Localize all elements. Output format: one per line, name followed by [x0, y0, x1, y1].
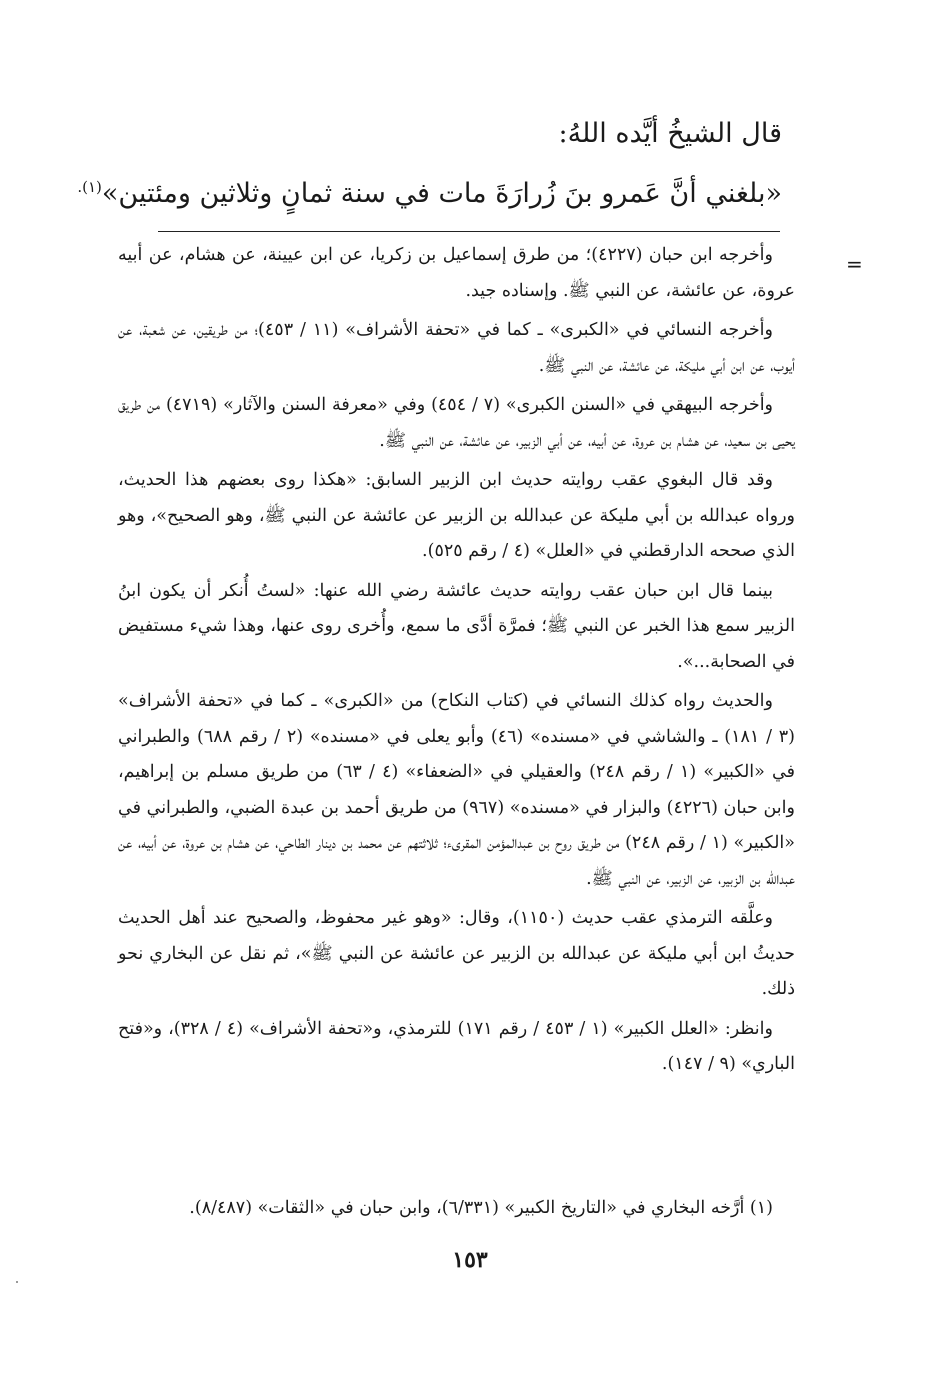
- page-number: ١٥٣: [452, 1247, 488, 1273]
- quote-text: «بلغني أنَّ عَمرو بنَ زُرارَةَ مات في سنة ثمانٍ وثلاثين ومئتين»: [101, 178, 782, 209]
- note-paragraph: وعلَّقه الترمذي عقب حديث (١١٥٠)، وقال: «وهو غير محفوظ، والصحيح عند أهل الحديث حديثُ ابن أبي مليكة عن عبدالله بن الزبير عن عائشة عن النبي ﷺ»، ثم نقل عن البخاري نحو ذلك.: [118, 908, 795, 999]
- separator-line: [158, 231, 780, 232]
- note-paragraph: والحديث رواه كذلك النسائي في (كتاب النكاح) من «الكبرى» ـ كما في «تحفة الأشراف» (٣ / ١٨١) ـ والشاشي في «مسنده» (٤٦) وأبو يعلى في «مسنده» (٢ / رقم ٦٨٨) والطبراني في «الكبير» (١ / رقم ٢٤٨) والعقيلي في «الضعفاء» (٤ / ٦٣) من طريق مسلم بن إبراهيم، وابن حبان (٤٢٢٦) والبزار في «مسنده» (٩٦٧) من طريق أحمد بن عبدة الضبي، والطبراني في «الكبير» (١ / رقم ٢٤٨) من طريق روح بن عبدالمؤمن المقرىء؛ ثلاثتهم عن محمد بن دينار الطاحي، عن هشام بن عروة، عن أبيه، عن عبدالله بن الزبير، عن الزبير، عن النبي ﷺ.: [118, 691, 795, 889]
- main-quote: [77, 178, 782, 209]
- note-paragraph: وقد قال البغوي عقب روايته حديث ابن الزبير السابق: «هكذا روى بعضهم هذا الحديث، ورواه عبدالله بن أبي مليكة عن عبدالله بن الزبير عن عائشة عن النبي ﷺ، وهو الصحيح»، وهو الذي صححه الدارقطني في «العلل» (٤ / رقم ٥٢٥).: [118, 470, 795, 561]
- section-heading: قال الشيخُ أيَّده اللهُ:: [558, 118, 782, 149]
- continuation-mark: =: [846, 252, 863, 276]
- commentary-notes: [118, 238, 795, 1087]
- scan-speck: [16, 1281, 18, 1283]
- note-paragraph: بينما قال ابن حبان عقب روايته حديث عائشة رضي الله عنها: «لستُ أُنكر أن يكون ابنُ الزبير سمع هذا الخبر عن النبي ﷺ؛ فمرَّة أدَّى ما سمع، وأُخرى روى عنها، وهذا شيء مستفيض في الصحابة...».: [118, 580, 795, 672]
- footnote-ref: (١).: [77, 178, 102, 196]
- note-paragraph: وأخرجه النسائي في «الكبرى» ـ كما في «تحفة الأشراف» (١١ / ٤٥٣)؛ من طريقين، عن شعبة، عن أيوب، عن ابن أبي مليكة، عن عائشة، عن النبي ﷺ.: [118, 320, 795, 376]
- note-paragraph: وانظر: «العلل الكبير» (١ / ٤٥٣ / رقم ١٧١) للترمذي، و«تحفة الأشراف» (٤ / ٣٢٨)، و«فتح الباري» (٩ / ١٤٧).: [118, 1018, 795, 1074]
- note-paragraph: وأخرجه البيهقي في «السنن الكبرى» (٧ / ٤٥٤) وفي «معرفة السنن والآثار» (٤٧١٩) من طريق يحيى بن سعيد، عن هشام بن عروة، عن أبيه، عن أبي الزبير، عن عائشة، عن النبي ﷺ.: [118, 395, 795, 451]
- footnote: (١) أرَّخه البخاري في «التاريخ الكبير» (٦/٣٣١)، وابن حبان في «الثقات» (٨/٤٨٧).: [189, 1198, 773, 1218]
- note-paragraph: وأخرجه ابن حبان (٤٢٢٧)؛ من طرق إسماعيل بن زكريا، عن ابن عيينة، عن هشام، عن أبيه عروة، عن عائشة، عن النبي ﷺ. وإسناده جيد.: [118, 245, 795, 301]
